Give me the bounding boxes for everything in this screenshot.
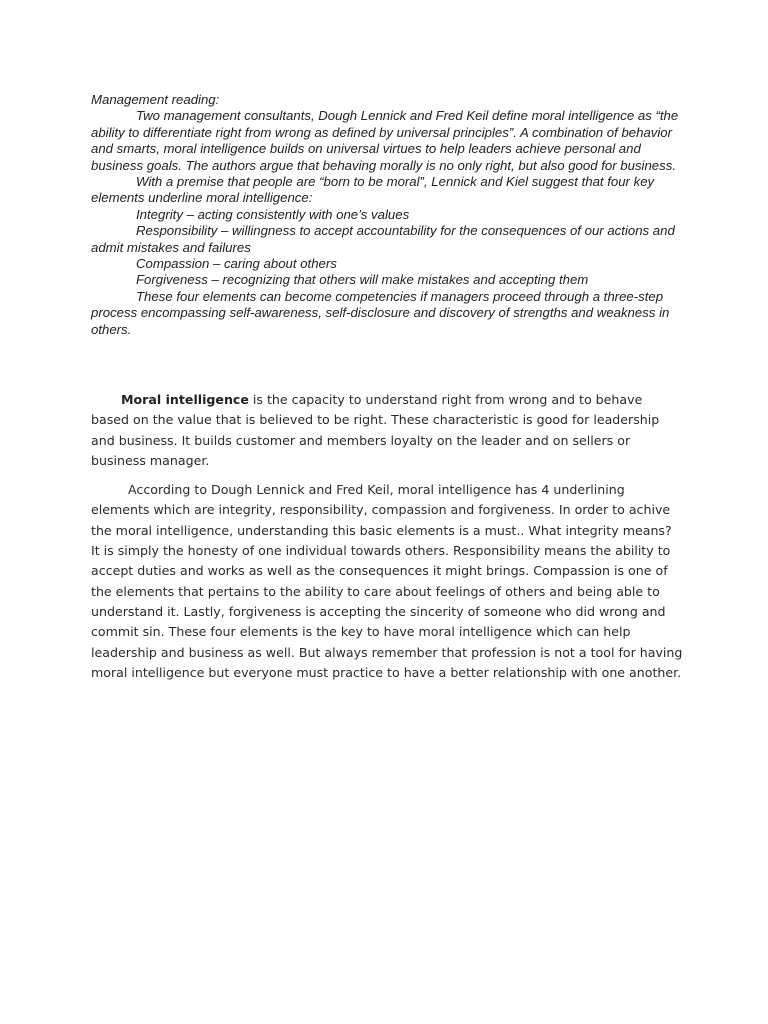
essay-paragraph-elements: According to Dough Lennick and Fred Keil, moral intelligence has 4 underlining elements which are integrity, responsibility, compassion and forgiveness. In order to achive the moral intelligence, understanding this basic elements is a must.. What integrity means? It is simply the honesty of one individual towards others. Responsibility means the ability to accept duties and works as well as the consequences it might brings. Compassion is one of the elements that pertains to the ability to care about feelings of others and being able to understand it. Lastly, forgiveness is accepting the sincerity of someone who did wrong and commit sin. These four elements is the key to have moral intelligence which can help leadership and business as well. But always remember that profession is not a tool for having moral intelligence but everyone must practice to have a better relationship with one another. — [91, 482, 683, 680]
element-responsibility: Responsibility – willingness to accept accountability for the consequences of our actions and admit mistakes and failures — [91, 223, 675, 255]
element-forgiveness: Forgiveness – recognizing that others will make mistakes and accepting them — [136, 272, 589, 288]
element-compassion: Compassion – caring about others — [136, 256, 337, 272]
reading-paragraph-definition: Two management consultants, Dough Lennick and Fred Keil define moral intelligence as “the ability to differentiate right from wrong as defined by universal principles”. A combination of behavior and smarts, moral intelligence builds on universal virtues to help leaders achieve personal and business goals. The authors argue that behaving morally is no only right, but also good for business. — [91, 108, 679, 173]
element-integrity: Integrity – acting consistently with one’s values — [136, 206, 410, 222]
management-reading-section — [91, 92, 683, 338]
essay-section — [91, 390, 683, 692]
reading-paragraph-competencies: These four elements can become competencies if managers proceed through a three-step process encompassing self-awareness, self-disclosure and discovery of strengths and weakness in others. — [91, 288, 670, 337]
reading-paragraph-premise: With a premise that people are “born to be moral”, Lennick and Kiel suggest that four key elements underline moral intelligence: — [91, 174, 655, 206]
essay-paragraph-definition — [91, 390, 683, 471]
essay-paragraph-definition-text: is the capacity to understand right from wrong and to behave based on the value that is believed to be right. These characteristic is good for leadership and business. It builds customer and members loyalty on the leader and on sellers or business manager. — [91, 392, 660, 468]
reading-heading: Management reading: — [91, 92, 220, 107]
moral-intelligence-term: Moral intelligence — [121, 392, 249, 407]
